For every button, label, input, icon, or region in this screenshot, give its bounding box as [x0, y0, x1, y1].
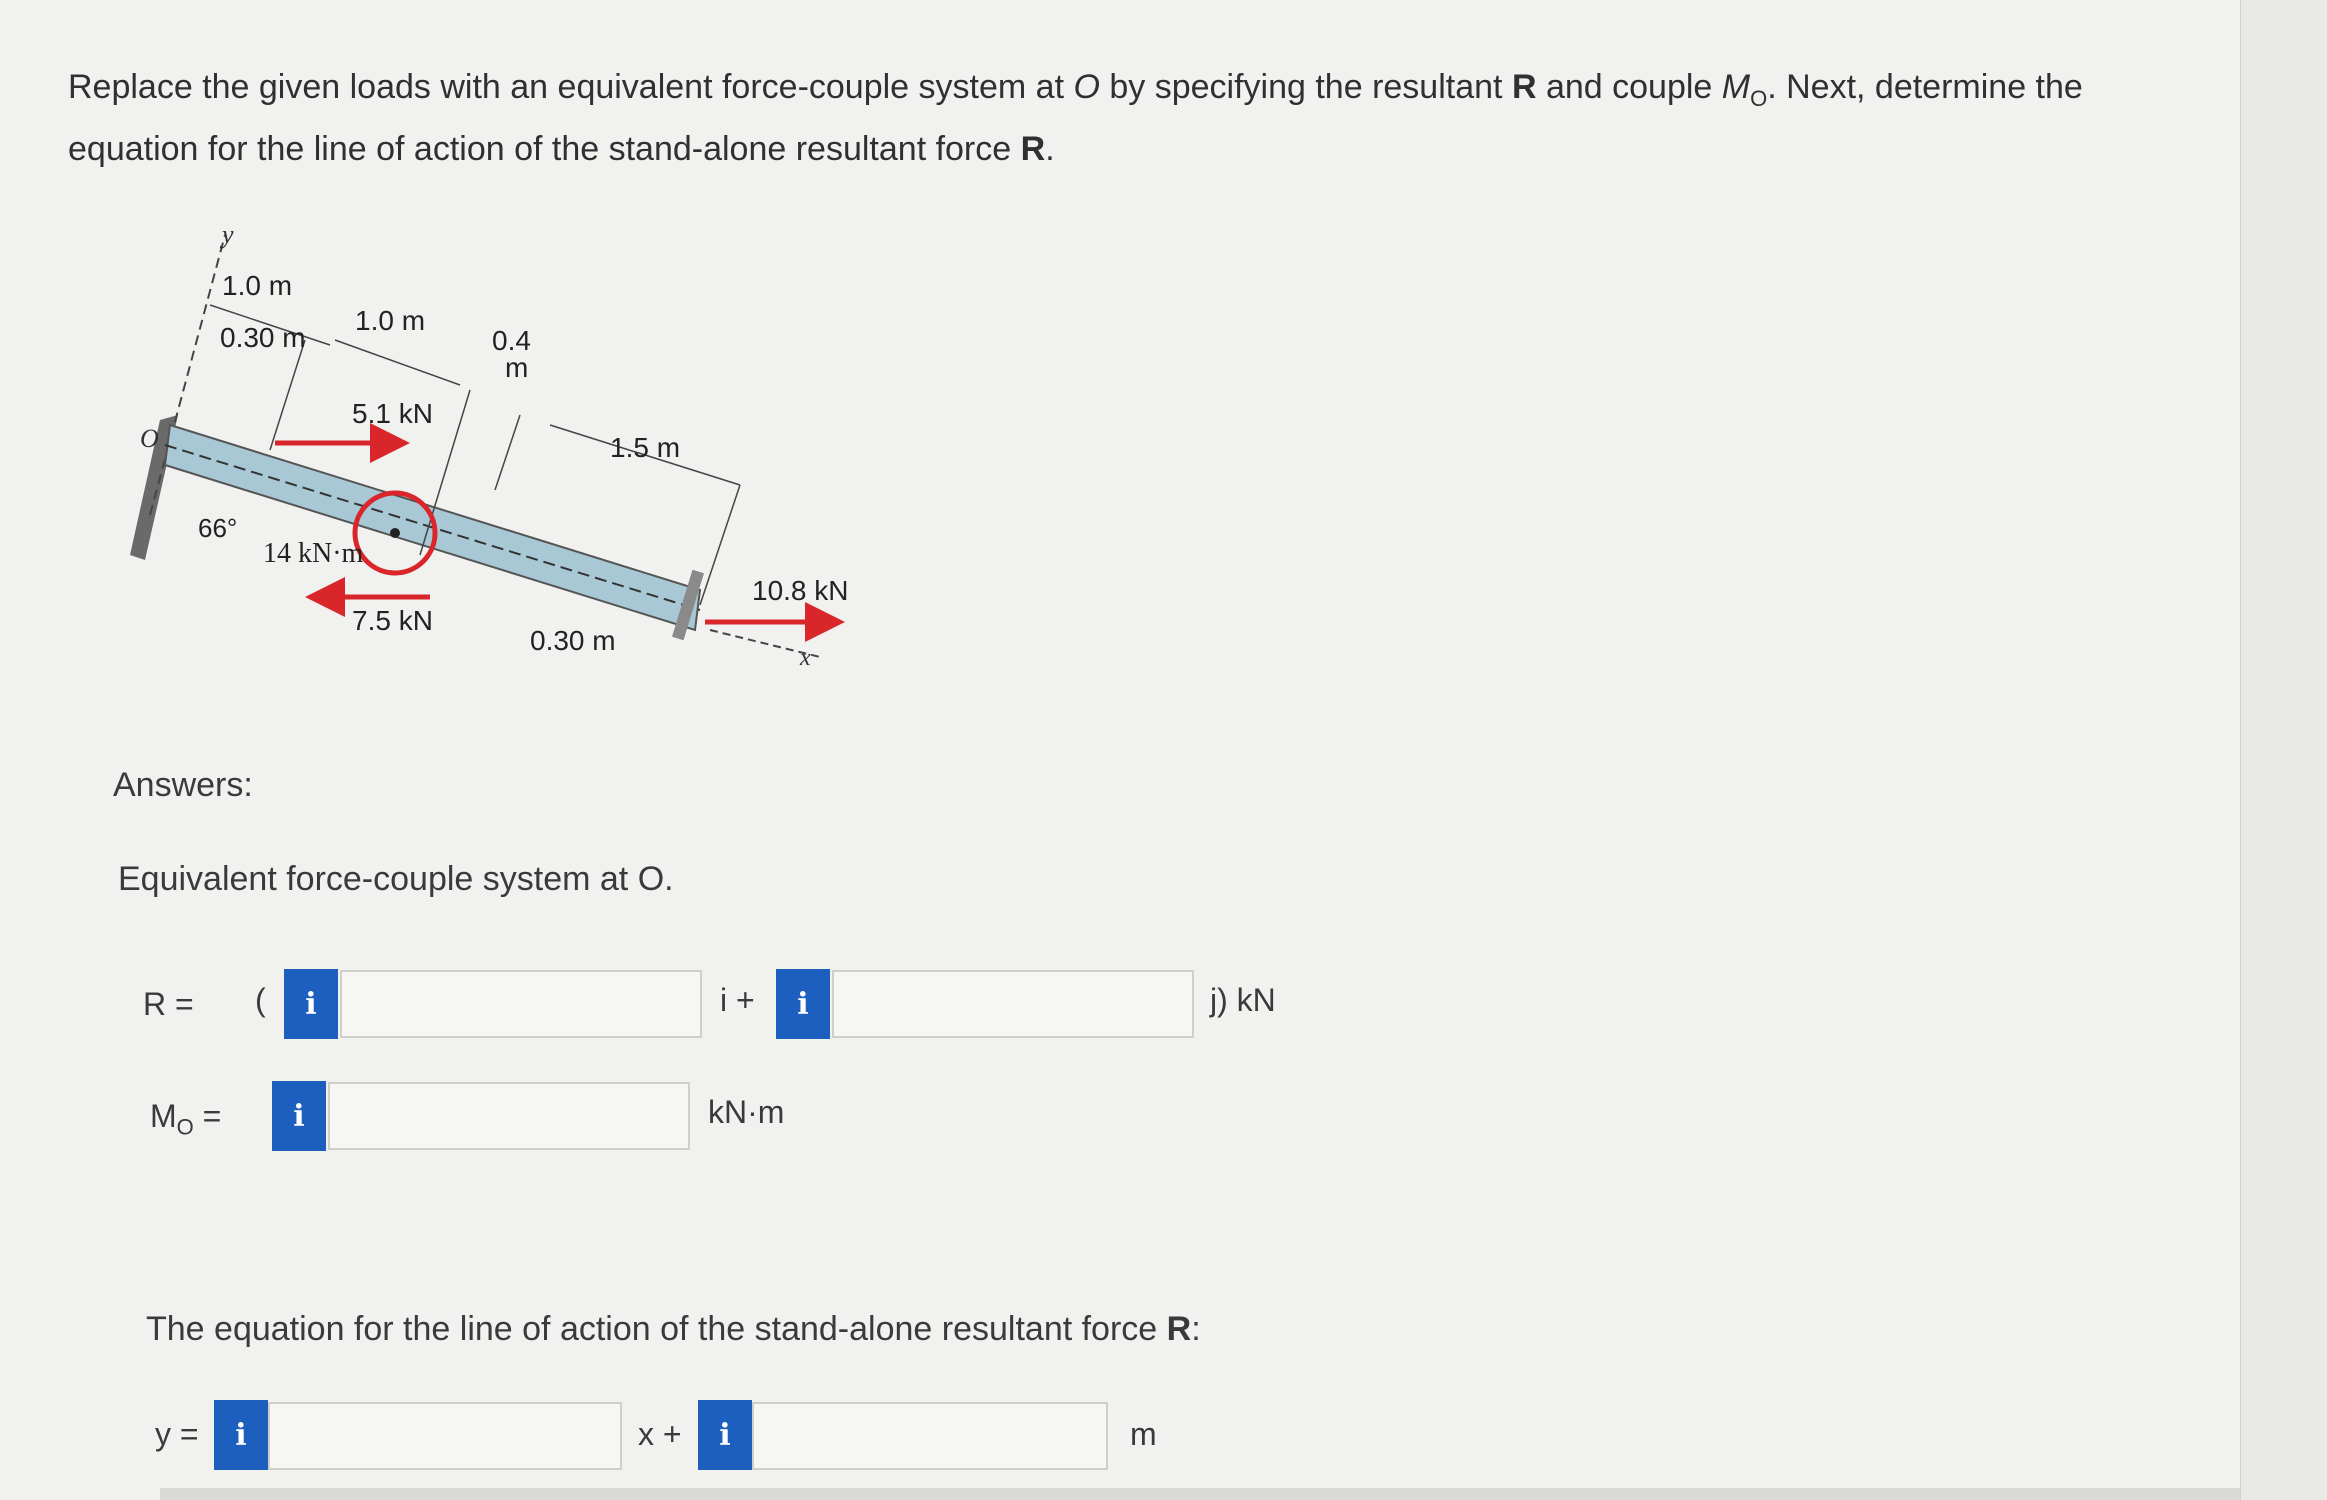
info-icon: i — [305, 986, 317, 1022]
info-button-r-j[interactable] — [776, 969, 830, 1039]
unit-kn-m: kN·m — [708, 1094, 785, 1130]
line-of-action-label — [146, 1310, 1201, 1349]
prompt-text: by specifying the resultant — [1099, 68, 1512, 106]
dim-line — [700, 485, 740, 605]
force-couple-label: Equivalent force-couple system at O. — [118, 860, 674, 898]
moment-label-sub: O — [176, 1114, 194, 1140]
couple-center — [390, 528, 400, 538]
prompt-point-o: O — [1073, 68, 1100, 106]
info-button-mo[interactable] — [272, 1081, 326, 1151]
unit-j-kn: j) kN — [1210, 982, 1276, 1018]
info-button-intercept[interactable] — [698, 1400, 752, 1470]
info-button-slope[interactable] — [214, 1400, 268, 1470]
unit-x-plus: x + — [638, 1416, 682, 1452]
open-paren: ( — [255, 982, 266, 1018]
y-equals-label: y = — [155, 1416, 199, 1452]
moment-label-main: M — [150, 1098, 177, 1134]
beam-figure — [100, 225, 920, 695]
unit-m: m — [1130, 1416, 1157, 1452]
line-label-colon: : — [1191, 1310, 1201, 1348]
resultant-i-input[interactable] — [340, 970, 702, 1038]
force-label-7-5: 7.5 kN — [352, 605, 433, 636]
dim-line — [335, 340, 460, 385]
intercept-input[interactable] — [752, 1402, 1108, 1470]
dim-label-1: 1.0 m — [222, 270, 293, 301]
axis-y-label: y — [222, 225, 234, 249]
moment-label-eq: = — [193, 1098, 222, 1134]
dim-label-3: 0.30 m — [220, 322, 306, 353]
dim-label-6: 0.30 m — [530, 625, 616, 656]
dim-label-2: 1.0 m — [355, 305, 426, 336]
moment-label — [150, 1098, 221, 1140]
axis-x-label: x — [800, 645, 811, 671]
prompt-text: . — [1045, 129, 1055, 168]
dim-label-4b: m — [505, 352, 529, 383]
force-label-5-1: 5.1 kN — [352, 398, 433, 429]
angle-label: 66° — [198, 513, 238, 543]
prompt-text: and couple — [1536, 68, 1722, 106]
couple-label: 14 kN·m — [263, 538, 364, 569]
prompt-resultant: R — [1511, 68, 1537, 106]
question-prompt — [68, 62, 2218, 174]
line-label-text: The equation for the line of action of the stand-alone resultant force — [146, 1310, 1167, 1348]
prompt-couple: M — [1721, 68, 1751, 106]
moment-input[interactable] — [328, 1082, 690, 1150]
info-button-r-i[interactable] — [284, 969, 338, 1039]
slope-input[interactable] — [268, 1402, 622, 1470]
origin-label: O — [140, 424, 159, 453]
info-icon: i — [797, 986, 809, 1022]
info-icon: i — [719, 1417, 731, 1453]
prompt-text: Replace the given loads with an equivalent force-couple system at — [68, 68, 1074, 106]
line-label-r: R — [1166, 1310, 1192, 1348]
info-icon: i — [235, 1417, 247, 1453]
dim-label-4a: 0.4 — [492, 325, 531, 356]
resultant-label: R = — [143, 986, 194, 1022]
answers-label: Answers: — [113, 766, 253, 804]
dim-line — [495, 415, 520, 490]
prompt-text: . Next, determine the equation for the line of action of the stand-alone resultant force — [68, 68, 2083, 168]
info-icon: i — [293, 1098, 305, 1134]
dim-label-5: 1.5 m — [610, 432, 681, 463]
next-section-edge — [160, 1488, 2240, 1500]
unit-i-plus: i + — [720, 982, 755, 1018]
prompt-couple-subscript: O — [1750, 85, 1768, 111]
prompt-resultant: R — [1020, 129, 1046, 168]
force-label-10-8: 10.8 kN — [752, 575, 849, 606]
resultant-j-input[interactable] — [832, 970, 1194, 1038]
dim-line — [270, 340, 305, 450]
